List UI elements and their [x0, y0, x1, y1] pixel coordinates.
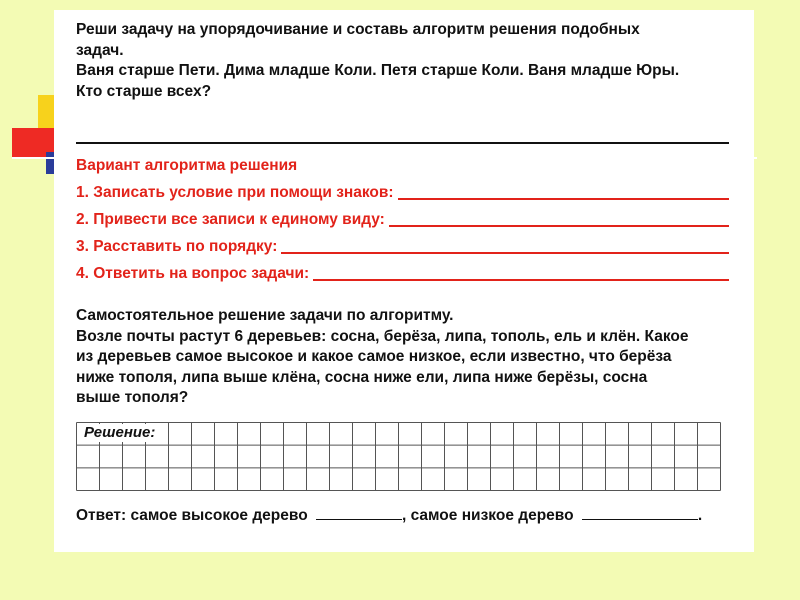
task1-problem-line2: Кто старше всех?	[76, 82, 212, 100]
worksheet-content	[76, 20, 729, 526]
answer-middle: , самое низкое дерево	[402, 506, 574, 524]
worksheet	[54, 10, 754, 552]
task2-section	[76, 306, 729, 409]
solution-grid-cells	[76, 422, 721, 491]
algorithm-step-label: 2. Привести все записи к единому виду:	[76, 211, 385, 228]
task2-problem-line: выше тополя?	[76, 389, 189, 406]
shortest-tree-blank[interactable]	[582, 505, 698, 520]
algorithm-step-label: 4. Ответить на вопрос задачи:	[76, 265, 310, 282]
tallest-tree-blank[interactable]	[316, 505, 402, 520]
answer-suffix: .	[697, 506, 703, 524]
algorithm-step-3	[76, 237, 729, 257]
algorithm-step-blank[interactable]	[281, 252, 729, 254]
algorithm-title: Вариант алгоритма решения	[76, 157, 298, 174]
task2-problem-line: ниже тополя, липа выше клёна, сосна ниже ели, липа ниже берёзы, сосна	[76, 368, 648, 386]
algorithm-step-label: 3. Расставить по порядку:	[76, 238, 278, 255]
task1-heading-line1: Реши задачу на упорядочивание и составь алгоритм решения подобных	[76, 21, 640, 38]
algorithm-step-blank[interactable]	[398, 198, 729, 200]
task1-problem-line1: Ваня старше Пети. Дима младше Коли. Петя старше Коли. Ваня младше Юры.	[76, 62, 680, 79]
task2-heading: Самостоятельное решение задачи по алгоритму.	[76, 307, 454, 324]
algorithm-step-2	[76, 210, 729, 230]
algorithm-step-blank[interactable]	[313, 279, 729, 281]
algorithm-step-4	[76, 264, 729, 284]
solution-grid-label: Решение:	[84, 423, 156, 441]
task2-problem-line: из деревьев самое высокое и какое самое низкое, если известно, что берёза	[76, 348, 672, 365]
algorithm-step-blank[interactable]	[389, 225, 729, 227]
solution-grid[interactable]	[76, 422, 721, 491]
task1-answer-line[interactable]	[76, 142, 729, 144]
task2-problem-line: Возле почты растут 6 деревьев: сосна, берёза, липа, тополь, ель и клён. Какое	[76, 327, 689, 345]
answer-prefix: Ответ: самое высокое дерево	[76, 506, 308, 524]
algorithm-step-label: 1. Записать условие при помощи знаков:	[76, 184, 394, 201]
final-answer-line	[76, 505, 729, 526]
task1-heading-line2: задач.	[76, 41, 124, 59]
algorithm-step-1	[76, 183, 729, 203]
